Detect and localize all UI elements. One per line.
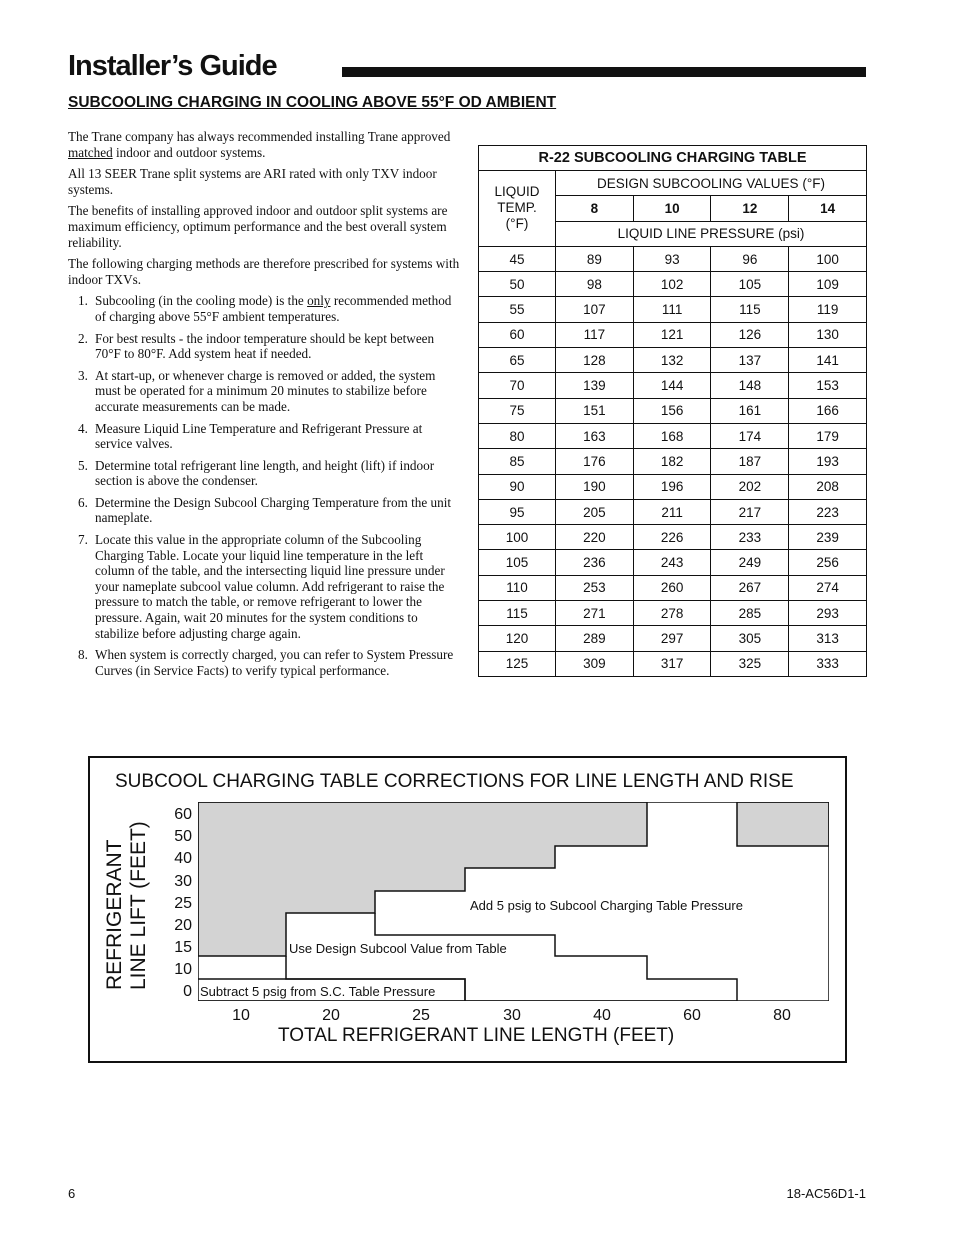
- pressure-cell: 236: [556, 550, 634, 575]
- subcool-value-header: 12: [711, 196, 789, 221]
- pressure-cell: 233: [711, 525, 789, 550]
- pressure-cell: 333: [789, 651, 867, 676]
- y-tick-label: 30: [174, 873, 192, 890]
- liquid-temp-cell: 90: [479, 474, 556, 499]
- pressure-cell: 297: [633, 626, 711, 651]
- pressure-cell: 256: [789, 550, 867, 575]
- table-row: [479, 601, 867, 626]
- pressure-cell: 107: [556, 297, 634, 322]
- x-tick-label: 60: [683, 1007, 701, 1024]
- pressure-cell: 174: [711, 423, 789, 448]
- pressure-cell: 144: [633, 373, 711, 398]
- liquid-temp-cell: 70: [479, 373, 556, 398]
- x-tick-label: 25: [412, 1007, 430, 1024]
- list-item: 6. Determine the Design Subcool Charging Temperature from the unit nameplate.: [78, 494, 452, 526]
- pressure-cell: 161: [711, 398, 789, 423]
- pressure-cell: 305: [711, 626, 789, 651]
- list-item: 5. Determine total refrigerant line length, and height (lift) if indoor section is above the condenser.: [78, 457, 435, 489]
- y-tick-label: 20: [174, 917, 192, 934]
- table-row: [479, 449, 867, 474]
- pressure-cell: 205: [556, 499, 634, 524]
- liquid-temp-cell: 80: [479, 423, 556, 448]
- liquid-temp-cell: 50: [479, 272, 556, 297]
- pressure-cell: 202: [711, 474, 789, 499]
- liquid-temp-cell: 55: [479, 297, 556, 322]
- liquid-temp-cell: 115: [479, 601, 556, 626]
- paragraph-1: The Trane company has always recommended installing Trane approved matched indoor and outdoor systems.: [68, 129, 451, 160]
- design-subcooling-header: DESIGN SUBCOOLING VALUES (°F): [556, 171, 867, 196]
- pressure-cell: 96: [711, 246, 789, 271]
- pressure-cell: 163: [556, 423, 634, 448]
- pressure-cell: 156: [633, 398, 711, 423]
- list-item: 4. Measure Liquid Line Temperature and Refrigerant Pressure at service valves.: [78, 420, 423, 452]
- table-row: [479, 348, 867, 373]
- pressure-cell: 211: [633, 499, 711, 524]
- pressure-cell: 102: [633, 272, 711, 297]
- pressure-cell: 148: [711, 373, 789, 398]
- pressure-cell: 182: [633, 449, 711, 474]
- pressure-cell: 121: [633, 322, 711, 347]
- region-label: Add 5 psig to Subcool Charging Table Pressure: [470, 898, 743, 913]
- y-tick-label: 0: [183, 983, 192, 1000]
- y-tick-label: 40: [174, 850, 192, 867]
- list-item: 7. Locate this value in the appropriate column of the Subcooling Charging Table. Locate your liquid line temperature in the left column of the table, and the intersecting liquid line pressure under your nameplate subcool value column. Add refrigerant to raise the pressure to match the table, or remove refrigerant to lower the pressure. Again, wait 20 minutes for the system conditions to stabilize before adjusting charge again.: [78, 532, 445, 641]
- liquid-temp-header: LIQUID TEMP. (°F): [479, 171, 556, 247]
- pressure-cell: 89: [556, 246, 634, 271]
- pressure-cell: 239: [789, 525, 867, 550]
- steps-list: [68, 293, 460, 678]
- section-heading: SUBCOOLING CHARGING IN COOLING ABOVE 55°F OD AMBIENT: [68, 94, 557, 111]
- table-caption: R-22 SUBCOOLING CHARGING TABLE: [479, 146, 867, 171]
- liquid-temp-cell: 105: [479, 550, 556, 575]
- pressure-cell: 271: [556, 601, 634, 626]
- table-row: [479, 575, 867, 600]
- document-id: 18-AC56D1-1: [786, 1186, 866, 1201]
- y-tick-label: 60: [174, 806, 192, 823]
- pressure-cell: 196: [633, 474, 711, 499]
- liquid-temp-cell: 120: [479, 626, 556, 651]
- table-row: [479, 499, 867, 524]
- pressure-cell: 176: [556, 449, 634, 474]
- liquid-temp-cell: 110: [479, 575, 556, 600]
- pressure-cell: 289: [556, 626, 634, 651]
- pressure-cell: 128: [556, 348, 634, 373]
- pressure-cell: 193: [789, 449, 867, 474]
- page-number: 6: [68, 1186, 76, 1201]
- page-title: Installer’s Guide: [68, 50, 277, 82]
- pressure-cell: 137: [711, 348, 789, 373]
- paragraph-4: The following charging methods are therefore prescribed for systems with indoor TXVs.: [68, 256, 460, 287]
- pressure-cell: 285: [711, 601, 789, 626]
- x-tick-label: 80: [773, 1007, 791, 1024]
- liquid-temp-cell: 65: [479, 348, 556, 373]
- liquid-temp-cell: 100: [479, 525, 556, 550]
- chart-title: SUBCOOL CHARGING TABLE CORRECTIONS FOR LINE LENGTH AND RISE: [115, 771, 794, 792]
- pressure-cell: 278: [633, 601, 711, 626]
- x-tick-label: 40: [593, 1007, 611, 1024]
- y-tick-label: 50: [174, 828, 192, 845]
- pressure-cell: 293: [789, 601, 867, 626]
- pressure-cell: 260: [633, 575, 711, 600]
- pressure-cell: 325: [711, 651, 789, 676]
- pressure-cell: 179: [789, 423, 867, 448]
- pressure-cell: 105: [711, 272, 789, 297]
- paragraph-3: The benefits of installing approved indoor and outdoor split systems are maximum efficiency, optimum performance and the best overall system reliability.: [68, 203, 448, 250]
- table-row: [479, 525, 867, 550]
- pressure-cell: 93: [633, 246, 711, 271]
- body-text: [68, 129, 460, 684]
- list-item: 2. For best results - the indoor temperature should be kept between 70°F to 80°F. Add system heat if needed.: [78, 330, 435, 362]
- pressure-cell: 243: [633, 550, 711, 575]
- pressure-cell: 217: [711, 499, 789, 524]
- region-label: Use Design Subcool Value from Table: [289, 941, 507, 956]
- pressure-cell: 139: [556, 373, 634, 398]
- pressure-cell: 119: [789, 297, 867, 322]
- x-tick-label: 20: [322, 1007, 340, 1024]
- x-tick-label: 10: [232, 1007, 250, 1024]
- table-row: [479, 246, 867, 271]
- region-label: Subtract 5 psig from S.C. Table Pressure: [200, 984, 436, 999]
- corrections-plot: [198, 802, 829, 1001]
- pressure-cell: 130: [789, 322, 867, 347]
- pressure-cell: 226: [633, 525, 711, 550]
- pressure-cell: 151: [556, 398, 634, 423]
- x-tick-label: 30: [503, 1007, 521, 1024]
- table-row: [479, 398, 867, 423]
- pressure-cell: 115: [711, 297, 789, 322]
- liquid-temp-cell: 125: [479, 651, 556, 676]
- y-tick-label: 10: [174, 961, 192, 978]
- pressure-cell: 109: [789, 272, 867, 297]
- table-row: [479, 550, 867, 575]
- pressure-cell: 190: [556, 474, 634, 499]
- y-tick-label: 15: [174, 939, 192, 956]
- paragraph-2: All 13 SEER Trane split systems are ARI rated with only TXV indoor systems.: [68, 166, 437, 197]
- list-item: 3. At start-up, or whenever charge is removed or added, the system must be operated for a minimum 20 minutes to stabilize before accurate measurements can be made.: [78, 367, 436, 414]
- table-row: [479, 297, 867, 322]
- pressure-cell: 313: [789, 626, 867, 651]
- table-row: [479, 322, 867, 347]
- list-item: 1. Subcooling (in the cooling mode) is the only recommended method of charging above 55°F ambient temperatures.: [78, 293, 452, 324]
- pressure-cell: 208: [789, 474, 867, 499]
- y-tick-label: 25: [174, 895, 192, 912]
- pressure-cell: 117: [556, 322, 634, 347]
- table-row: [479, 626, 867, 651]
- pressure-cell: 100: [789, 246, 867, 271]
- pressure-cell: 220: [556, 525, 634, 550]
- subcooling-charging-table: [478, 145, 867, 677]
- list-item: 8. When system is correctly charged, you can refer to System Pressure Curves (in Service Facts) to verify typical performance.: [78, 647, 454, 678]
- pressure-cell: 153: [789, 373, 867, 398]
- liquid-temp-cell: 75: [479, 398, 556, 423]
- pressure-cell: 267: [711, 575, 789, 600]
- pressure-cell: 111: [633, 297, 711, 322]
- chart-y-label: REFRIGERANT LINE LIFT (FEET): [103, 821, 150, 990]
- pressure-cell: 249: [711, 550, 789, 575]
- pressure-cell: 187: [711, 449, 789, 474]
- liquid-temp-cell: 45: [479, 246, 556, 271]
- pressure-cell: 309: [556, 651, 634, 676]
- pressure-cell: 98: [556, 272, 634, 297]
- pressure-cell: 223: [789, 499, 867, 524]
- subcool-value-header: 10: [633, 196, 711, 221]
- region-shaded-corner: [737, 802, 829, 846]
- table-row: [479, 423, 867, 448]
- pressure-cell: 253: [556, 575, 634, 600]
- pressure-cell: 132: [633, 348, 711, 373]
- pressure-cell: 274: [789, 575, 867, 600]
- table-row: [479, 373, 867, 398]
- table-row: [479, 272, 867, 297]
- pressure-cell: 168: [633, 423, 711, 448]
- pressure-cell: 317: [633, 651, 711, 676]
- pressure-header: LIQUID LINE PRESSURE (psi): [556, 221, 867, 246]
- table-row: [479, 651, 867, 676]
- table-row: [479, 474, 867, 499]
- title-rule: [342, 67, 866, 77]
- pressure-cell: 126: [711, 322, 789, 347]
- pressure-cell: 166: [789, 398, 867, 423]
- liquid-temp-cell: 95: [479, 499, 556, 524]
- pressure-cell: 141: [789, 348, 867, 373]
- subcool-value-header: 8: [556, 196, 634, 221]
- liquid-temp-cell: 60: [479, 322, 556, 347]
- chart-x-label: TOTAL REFRIGERANT LINE LENGTH (FEET): [278, 1025, 675, 1046]
- subcool-value-header: 14: [789, 196, 867, 221]
- liquid-temp-cell: 85: [479, 449, 556, 474]
